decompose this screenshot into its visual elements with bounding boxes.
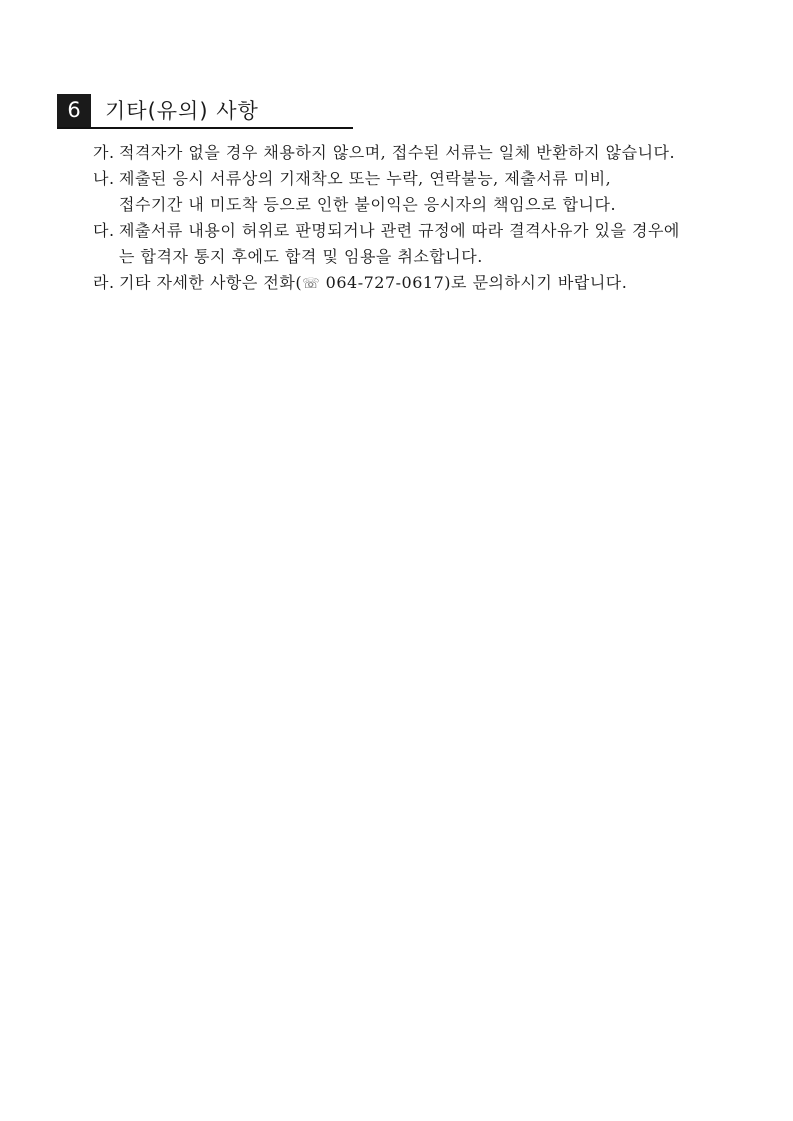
notice-body bbox=[119, 270, 743, 297]
notice-marker: 가. bbox=[93, 143, 115, 162]
notice-line-contact bbox=[119, 270, 743, 297]
phone-icon: ☏ bbox=[302, 276, 321, 292]
notice-line: 는 합격자 통지 후에도 합격 및 임용을 취소합니다. bbox=[119, 247, 483, 266]
notice-item-ga bbox=[93, 140, 743, 166]
notice-marker: 다. bbox=[93, 221, 115, 240]
notice-body bbox=[119, 218, 743, 270]
notice-item-da bbox=[93, 218, 743, 270]
notice-line: 제출된 응시 서류상의 기재착오 또는 누락, 연락불능, 제출서류 미비, bbox=[119, 169, 612, 188]
notice-list bbox=[93, 140, 743, 297]
section-title: 기타(유의) 사항 bbox=[105, 99, 259, 123]
notice-marker: 라. bbox=[93, 273, 115, 292]
notice-line: 제출서류 내용이 허위로 판명되거나 관련 규정에 따라 결격사유가 있을 경우에 bbox=[119, 221, 680, 240]
notice-body bbox=[119, 140, 743, 166]
contact-text-after: )로 문의하시기 바랍니다. bbox=[444, 273, 628, 292]
notice-body bbox=[119, 166, 743, 218]
contact-text-before: 기타 자세한 사항은 전화( bbox=[119, 273, 303, 292]
section-header bbox=[57, 94, 353, 129]
notice-item-na bbox=[93, 166, 743, 218]
notice-line: 접수기간 내 미도착 등으로 인한 불이익은 응시자의 책임으로 합니다. bbox=[119, 195, 617, 214]
notice-line: 적격자가 없을 경우 채용하지 않으며, 접수된 서류는 일체 반환하지 않습니다. bbox=[119, 143, 676, 162]
notice-item-ra bbox=[93, 270, 743, 297]
phone-number: 064-727-0617 bbox=[320, 273, 445, 292]
section-number: 6 bbox=[57, 94, 91, 127]
notice-marker: 나. bbox=[93, 169, 115, 188]
